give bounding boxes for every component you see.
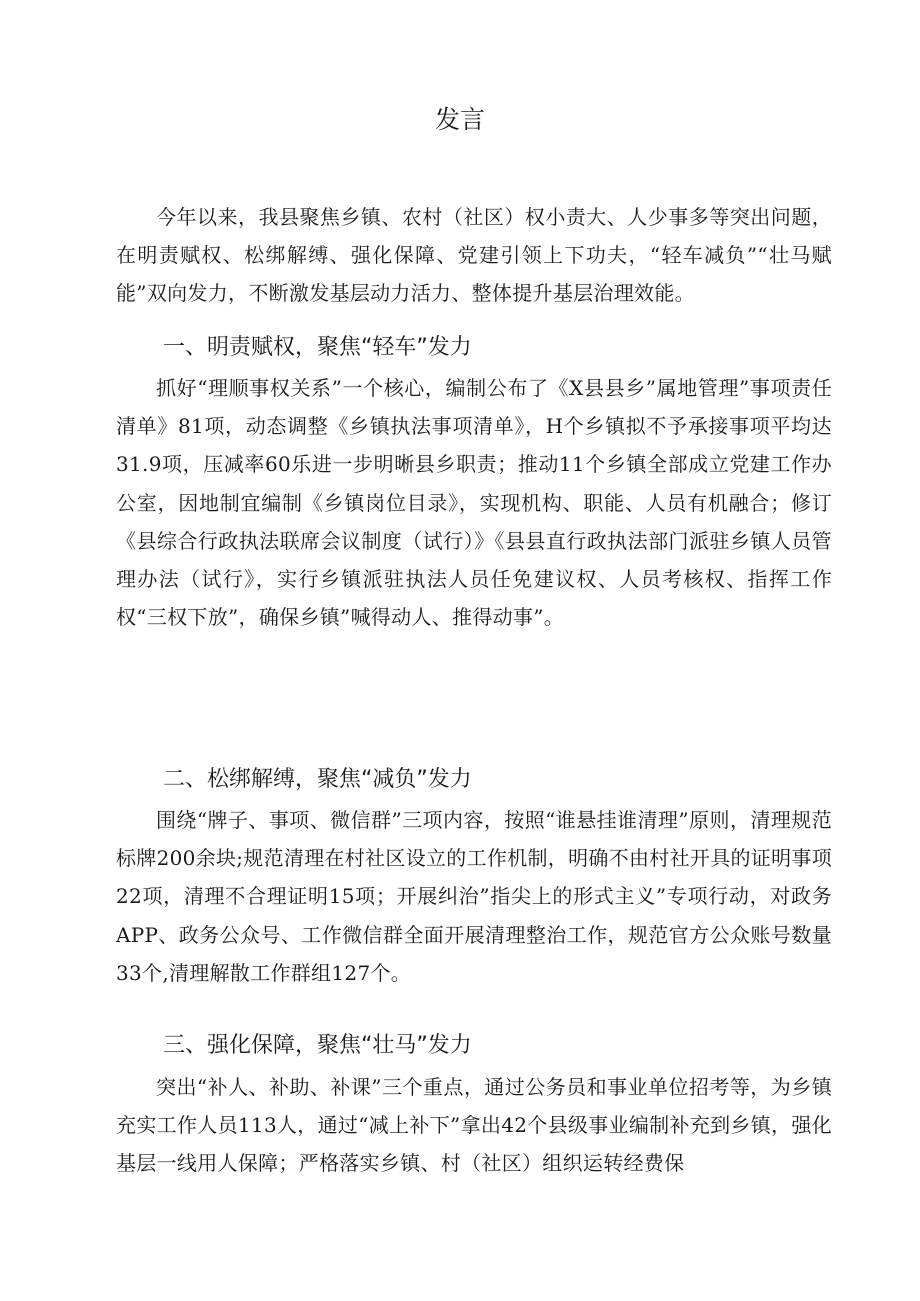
section-2-paragraph: 围绕“牌子、事项、微信群”三项内容，按照“谁悬挂谁清理”原则，清理规范标牌200余块;规范清理在村社区设立的工作机制，明确不由村社开具的证明事项22项，清理不合理证明15项；开展纠治”指尖上的形式主义”专项行动，对政务APP、政务公众号、工作微信群全面开展清理整治工作，规范官方公众账号数量33个,清理解散工作群组127个。 bbox=[116, 808, 833, 985]
intro-paragraph: 今年以来，我县聚焦乡镇、农村（社区）权小责大、人少事多等突出问题，在明责赋权、松绑解缚、强化保障、党建引领上下功夫，“轻车减负”“壮马赋能”双向发力，不断激发基层动力活力、整体提升基层治理效能。 bbox=[116, 205, 832, 306]
document-title: 发言 bbox=[434, 105, 485, 134]
section-2-heading: 二、松绑解缚，聚焦“减负”发力 bbox=[163, 767, 472, 792]
section-3-heading: 三、强化保障，聚焦“壮马”发力 bbox=[163, 1033, 472, 1058]
section-1-paragraph: 抓好“理顺事权关系”一个核心，编制公布了《X县县乡”属地管理”事项责任清单》81项，动态调整《乡镇执法事项清单》，H个乡镇拟不予承接事项平均达31.9项，压减率60乐进一步明晰县乡职责；推动11个乡镇全部成立党建工作办公室，因地制宜编制《乡镇岗位目录》，实现机构、职能、人员有机融合；修订《县综合行政执法联席会议制度（试行）》《县县直行政执法部门派驻乡镇人员管理办法（试行》，实行乡镇派驻执法人员任免建议权、人员考核权、指挥工作权“三权下放”，确保乡镇”喊得动人、推得动事”。 bbox=[116, 376, 832, 630]
section-1-heading: 一、明责赋权，聚焦“轻车”发力 bbox=[163, 335, 472, 360]
section-3-paragraph: 突出“补人、补助、补课”三个重点，通过公务员和事业单位招考等，为乡镇充实工作人员113人，通过“减上补下”拿出42个县级事业编制补充到乡镇，强化基层一线用人保障；严格落实乡镇、村（社区）组织运转经费保 bbox=[116, 1075, 832, 1176]
